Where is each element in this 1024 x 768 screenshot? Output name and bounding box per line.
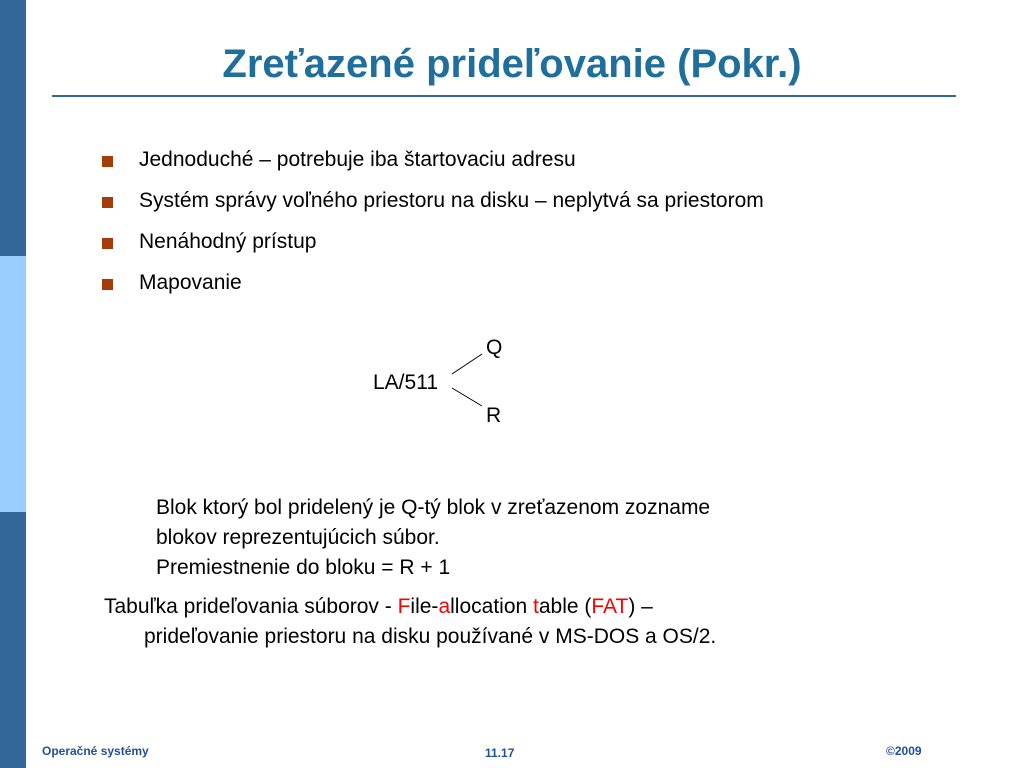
mapping-branch-lines: [450, 348, 490, 412]
paragraph-line: Premiestnenie do bloku = R + 1: [156, 556, 451, 579]
fat-llocation: llocation: [450, 595, 534, 618]
explanation-paragraph: [156, 493, 710, 583]
footer-copyright: ©2009: [886, 744, 922, 758]
sidebar-stripe-top: [0, 0, 26, 256]
fat-line-1: [104, 592, 716, 622]
title-divider: [52, 95, 956, 97]
bullet-text: Mapovanie: [139, 271, 242, 294]
slide-title: Zreťazené prideľovanie (Pokr.): [222, 42, 802, 86]
fat-letter-f: F: [397, 595, 411, 618]
paragraph-line: Blok ktorý bol pridelený je Q-tý blok v zreťazenom zozname: [156, 496, 711, 519]
fat-able: able (: [538, 595, 592, 618]
bullet-text: Systém správy voľného priestoru na disku – neplytvá sa priestorom: [139, 189, 764, 212]
sidebar-stripe-middle: [0, 256, 26, 512]
paragraph-line: blokov reprezentujúcich súbor.: [156, 526, 440, 549]
branch-line-q: [452, 354, 482, 374]
footer-slide-number: 11.17: [485, 746, 515, 760]
square-bullet-icon: [102, 238, 113, 249]
mapping-q-label: Q: [486, 336, 503, 359]
fat-paragraph: [104, 592, 716, 652]
fat-close: ) –: [628, 595, 653, 618]
bullet-text: Nenáhodný prístup: [139, 230, 317, 253]
square-bullet-icon: [102, 279, 113, 290]
fat-acronym: FAT: [591, 595, 629, 618]
square-bullet-icon: [102, 197, 113, 208]
fat-letter-t: t: [533, 595, 539, 618]
fat-line-2: prideľovanie priestoru na disku používané v MS-DOS a OS/2.: [144, 625, 717, 648]
square-bullet-icon: [102, 156, 113, 167]
bullet-text: Jednoduché – potrebuje iba štartovaciu adresu: [139, 148, 576, 171]
fat-prefix: Tabuľka prideľovania súborov -: [104, 595, 398, 618]
fat-ile: ile-: [410, 595, 439, 618]
branch-line-r: [452, 388, 482, 406]
footer-course-name: Operačné systémy: [42, 744, 149, 758]
mapping-r-label: R: [486, 404, 502, 427]
sidebar-stripe-bottom: [0, 512, 26, 768]
mapping-la-label: LA/511: [373, 371, 438, 394]
fat-letter-a: a: [438, 595, 451, 618]
